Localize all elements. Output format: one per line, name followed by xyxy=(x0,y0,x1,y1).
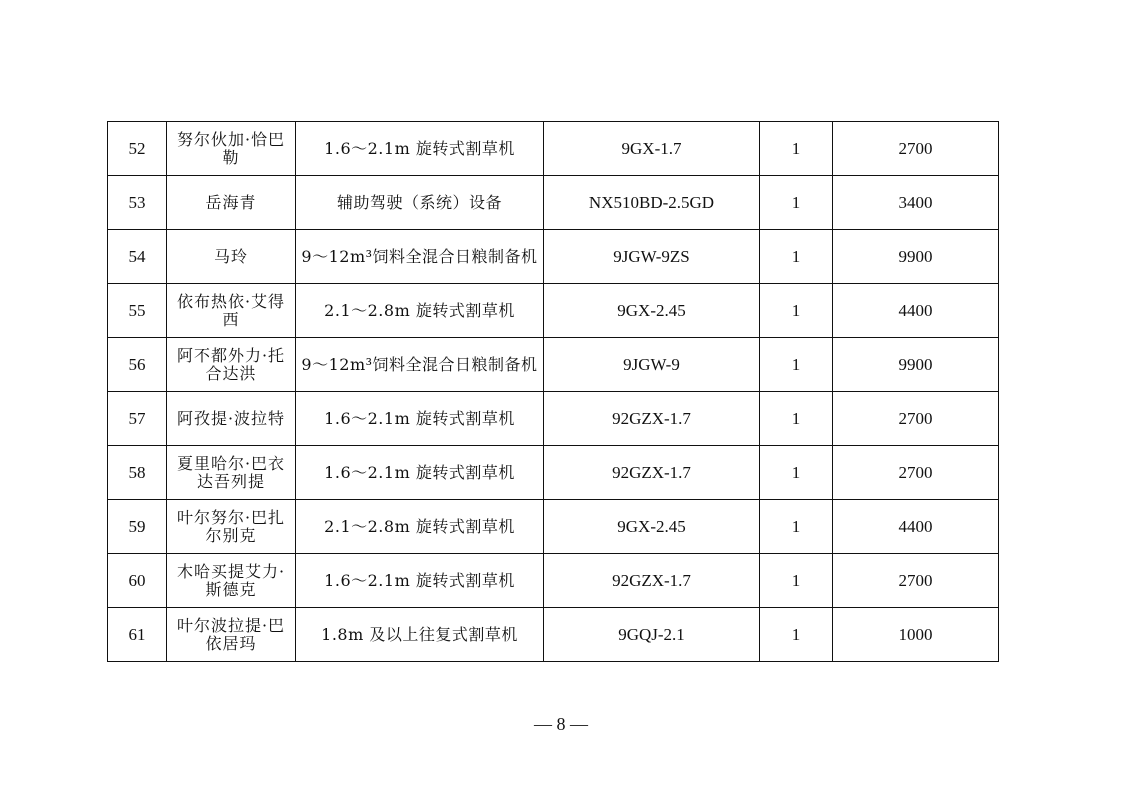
machine-type: 2.1～2.8m 旋转式割草机 xyxy=(296,500,544,554)
quantity: 1 xyxy=(760,446,833,500)
row-number: 54 xyxy=(108,230,167,284)
table-row xyxy=(108,392,999,446)
row-number: 57 xyxy=(108,392,167,446)
machine-model: 92GZX-1.7 xyxy=(544,392,760,446)
applicant-name: 阿孜提·波拉特 xyxy=(167,392,296,446)
machine-type: 9～12m³饲料全混合日粮制备机 xyxy=(296,338,544,392)
row-number: 53 xyxy=(108,176,167,230)
machine-model: 9JGW-9 xyxy=(544,338,760,392)
machine-type: 9～12m³饲料全混合日粮制备机 xyxy=(296,230,544,284)
table-row xyxy=(108,176,999,230)
row-number: 58 xyxy=(108,446,167,500)
row-number: 55 xyxy=(108,284,167,338)
quantity: 1 xyxy=(760,284,833,338)
quantity: 1 xyxy=(760,338,833,392)
applicant-name: 马玲 xyxy=(167,230,296,284)
subsidy-amount: 1000 xyxy=(833,608,999,662)
subsidy-amount: 2700 xyxy=(833,392,999,446)
table-row xyxy=(108,608,999,662)
table-row xyxy=(108,446,999,500)
quantity: 1 xyxy=(760,392,833,446)
row-number: 56 xyxy=(108,338,167,392)
machine-model: 9GX-2.45 xyxy=(544,284,760,338)
applicant-name: 阿不都外力·托合达洪 xyxy=(167,338,296,392)
subsidy-amount: 4400 xyxy=(833,500,999,554)
machine-model: 9JGW-9ZS xyxy=(544,230,760,284)
machine-model: 9GX-2.45 xyxy=(544,500,760,554)
machine-type: 2.1～2.8m 旋转式割草机 xyxy=(296,284,544,338)
quantity: 1 xyxy=(760,608,833,662)
applicant-name: 木哈买提艾力·斯德克 xyxy=(167,554,296,608)
page-number: — 8 — xyxy=(534,714,588,734)
row-number: 59 xyxy=(108,500,167,554)
row-number: 61 xyxy=(108,608,167,662)
table-row xyxy=(108,284,999,338)
machine-type: 1.6～2.1m 旋转式割草机 xyxy=(296,392,544,446)
subsidy-amount: 4400 xyxy=(833,284,999,338)
row-number: 52 xyxy=(108,122,167,176)
machine-type: 辅助驾驶（系统）设备 xyxy=(296,176,544,230)
subsidy-amount: 2700 xyxy=(833,446,999,500)
table-row xyxy=(108,338,999,392)
table-row xyxy=(108,554,999,608)
subsidy-table xyxy=(107,121,999,662)
machine-model: NX510BD-2.5GD xyxy=(544,176,760,230)
machine-type: 1.6～2.1m 旋转式割草机 xyxy=(296,554,544,608)
machine-type: 1.6～2.1m 旋转式割草机 xyxy=(296,122,544,176)
subsidy-amount: 9900 xyxy=(833,338,999,392)
machine-type: 1.8m 及以上往复式割草机 xyxy=(296,608,544,662)
machine-model: 9GQJ-2.1 xyxy=(544,608,760,662)
quantity: 1 xyxy=(760,122,833,176)
applicant-name: 努尔伙加·恰巴勒 xyxy=(167,122,296,176)
applicant-name: 叶尔努尔·巴扎尔别克 xyxy=(167,500,296,554)
applicant-name: 叶尔波拉提·巴依居玛 xyxy=(167,608,296,662)
applicant-name: 夏里哈尔·巴衣达吾列提 xyxy=(167,446,296,500)
table-row xyxy=(108,122,999,176)
quantity: 1 xyxy=(760,500,833,554)
row-number: 60 xyxy=(108,554,167,608)
quantity: 1 xyxy=(760,554,833,608)
subsidy-amount: 9900 xyxy=(833,230,999,284)
subsidy-amount: 2700 xyxy=(833,554,999,608)
quantity: 1 xyxy=(760,230,833,284)
applicant-name: 依布热依·艾得西 xyxy=(167,284,296,338)
machine-model: 9GX-1.7 xyxy=(544,122,760,176)
subsidy-amount: 3400 xyxy=(833,176,999,230)
machine-model: 92GZX-1.7 xyxy=(544,446,760,500)
machine-type: 1.6～2.1m 旋转式割草机 xyxy=(296,446,544,500)
quantity: 1 xyxy=(760,176,833,230)
applicant-name: 岳海青 xyxy=(167,176,296,230)
machine-model: 92GZX-1.7 xyxy=(544,554,760,608)
subsidy-amount: 2700 xyxy=(833,122,999,176)
table-row xyxy=(108,230,999,284)
table-row xyxy=(108,500,999,554)
